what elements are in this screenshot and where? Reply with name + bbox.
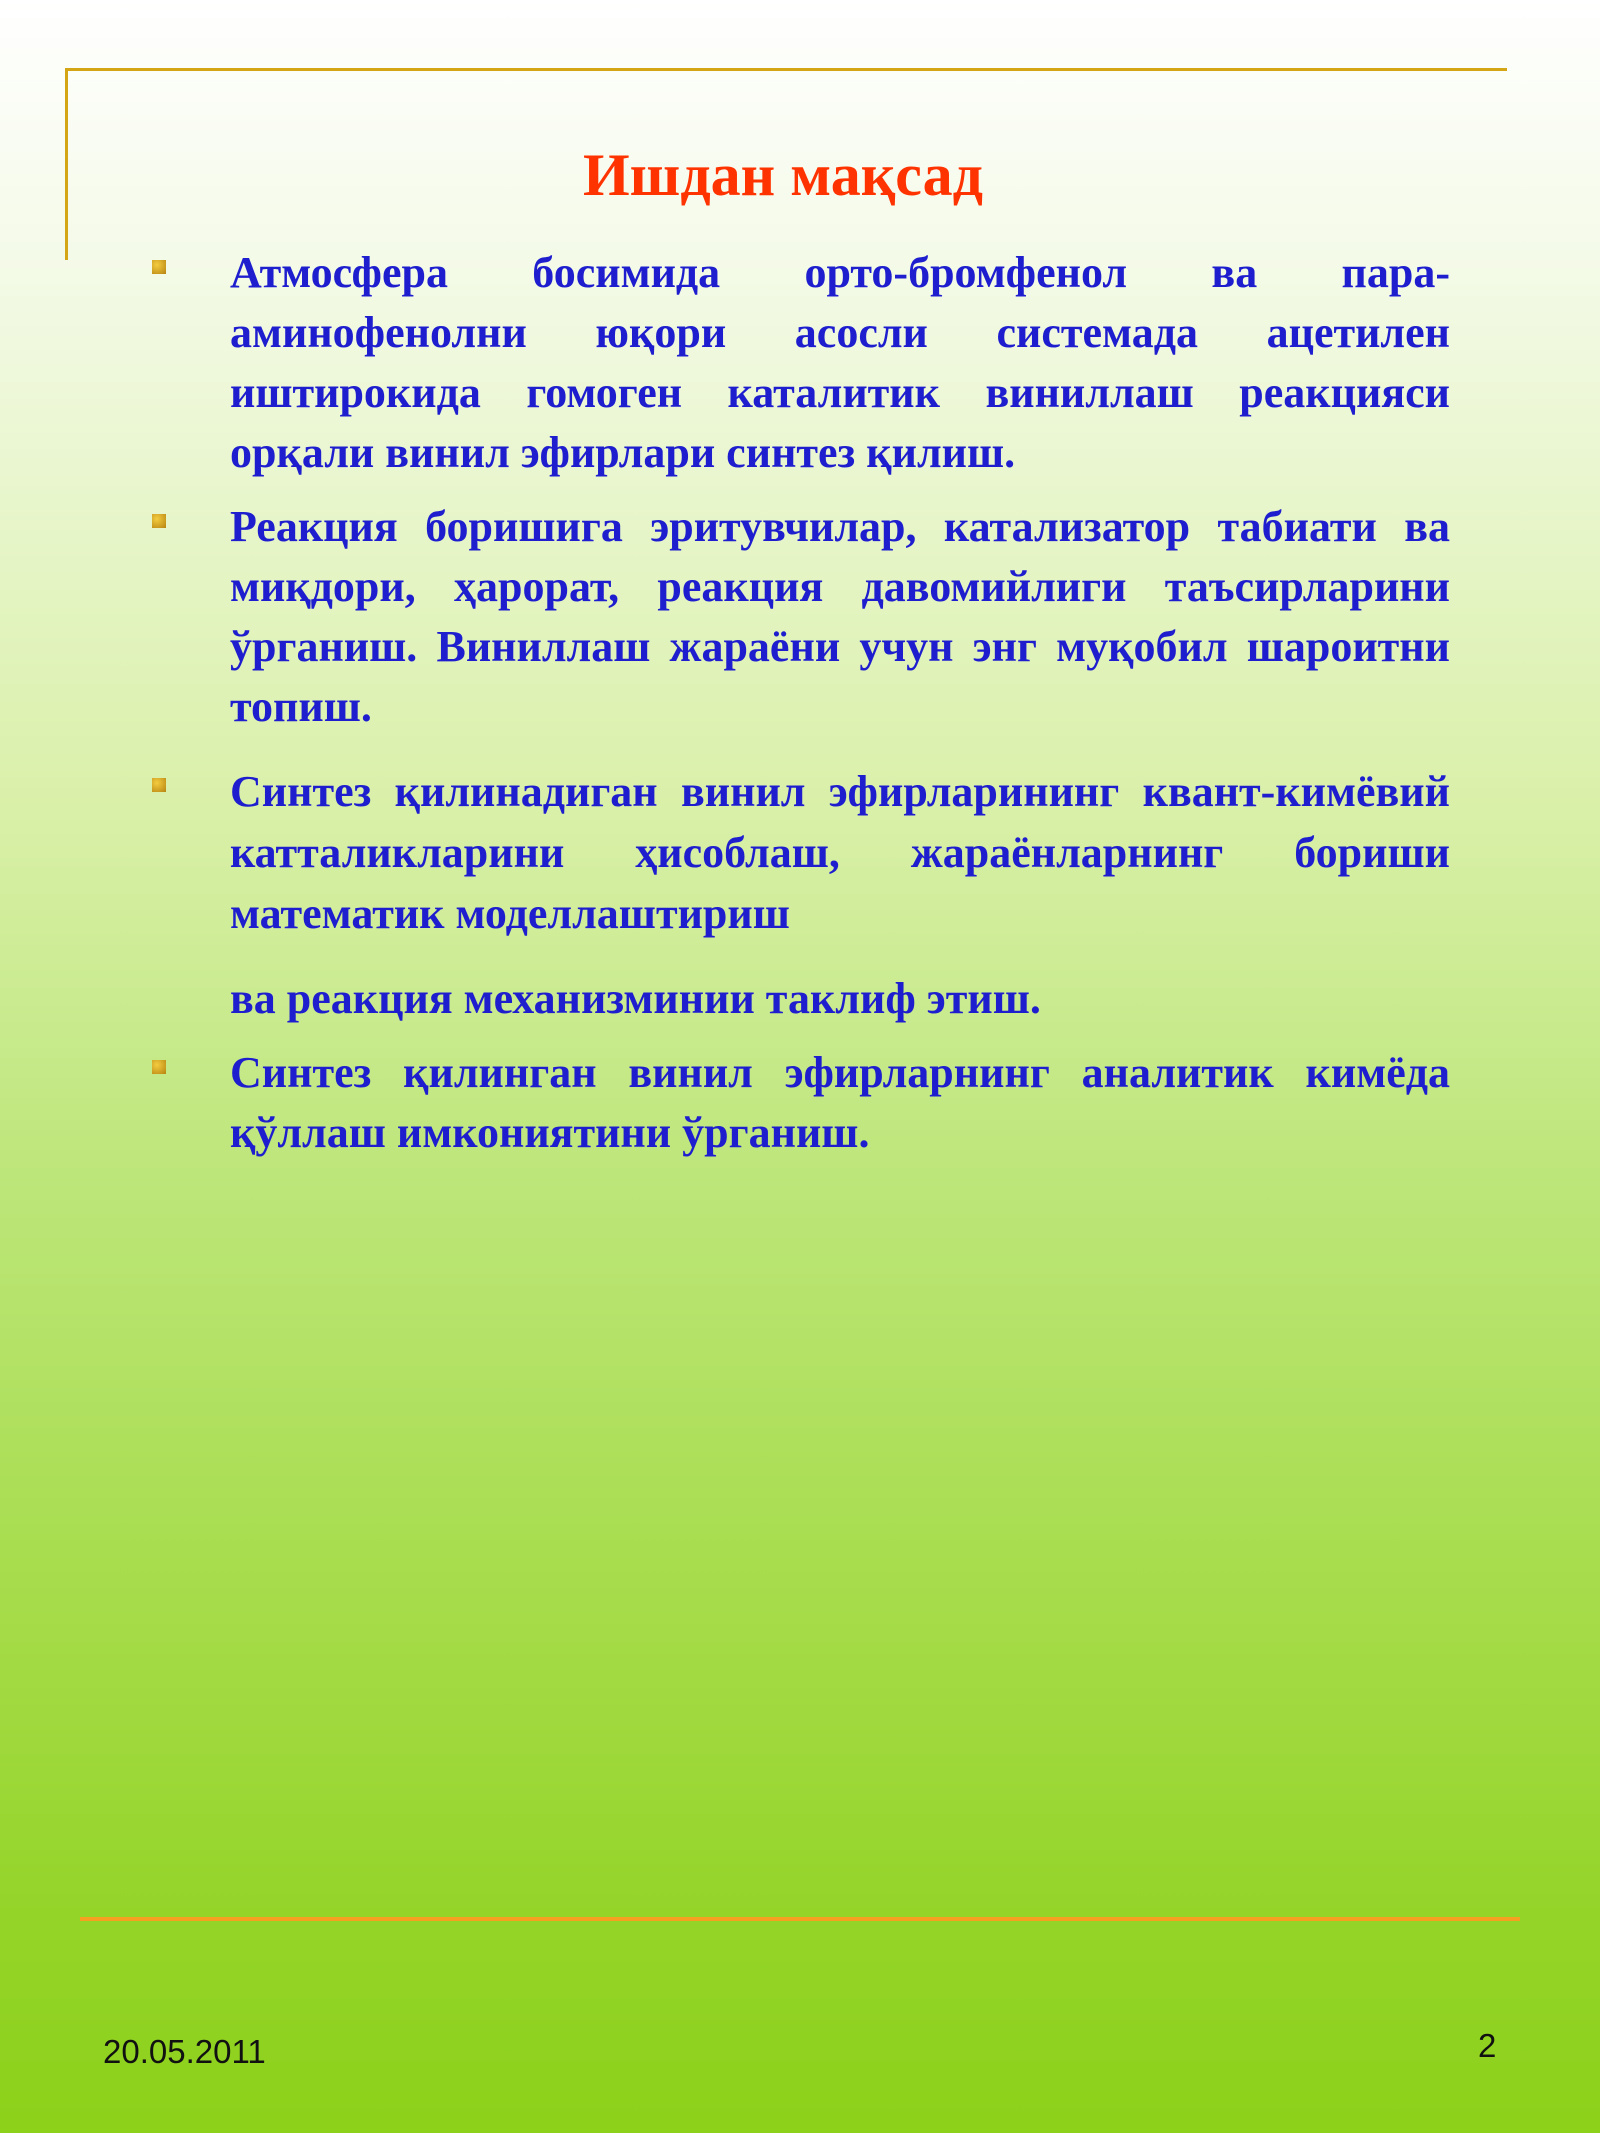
frame-top-line xyxy=(65,68,1507,71)
bullet-square-icon xyxy=(152,514,166,528)
bullet-text: Атмосфера босимида орто-бромфенол ва пара-аминофенолни юқори асосли системада ацетилен иштирокида гомоген каталитик виниллаш реакцияси орқали винил эфирлари синтез қилиш. xyxy=(230,248,1450,477)
bullet-text: Реакция боришига эритувчилар, катализатор табиати ва миқдори, ҳарорат, реакция давомийлиги таъсирларини ўрганиш. Виниллаш жараёни учун энг муқобил шароитни топиш. xyxy=(230,502,1450,731)
bullet-text: Синтез қилинадиган винил эфирларининг квант-кимёвий катталикларини ҳисоблаш, жараёнларнинг бориши математик моделлаштириш xyxy=(230,767,1450,938)
bullet-square-icon xyxy=(152,260,166,274)
bullet-square-icon xyxy=(152,1060,166,1074)
bullet-item xyxy=(150,761,1450,1029)
footer-divider xyxy=(80,1917,1520,1921)
slide-title: Ишдан мақсад xyxy=(583,142,983,208)
page-number: 2 xyxy=(1478,2027,1497,2064)
bullet-item xyxy=(150,243,1450,483)
bullet-item xyxy=(150,1043,1450,1163)
bullet-text: Синтез қилинган винил эфирларнинг аналитик кимёда қўллаш имкониятини ўрганиш. xyxy=(230,1048,1450,1157)
bullet-list xyxy=(150,243,1450,1177)
bullet-item xyxy=(150,497,1450,737)
bullet-square-icon xyxy=(152,778,166,792)
footer-date: 20.05.2011 xyxy=(103,2033,266,2070)
bullet-text-continuation: ва реакция механизминии таклиф этиш. xyxy=(230,974,1041,1023)
